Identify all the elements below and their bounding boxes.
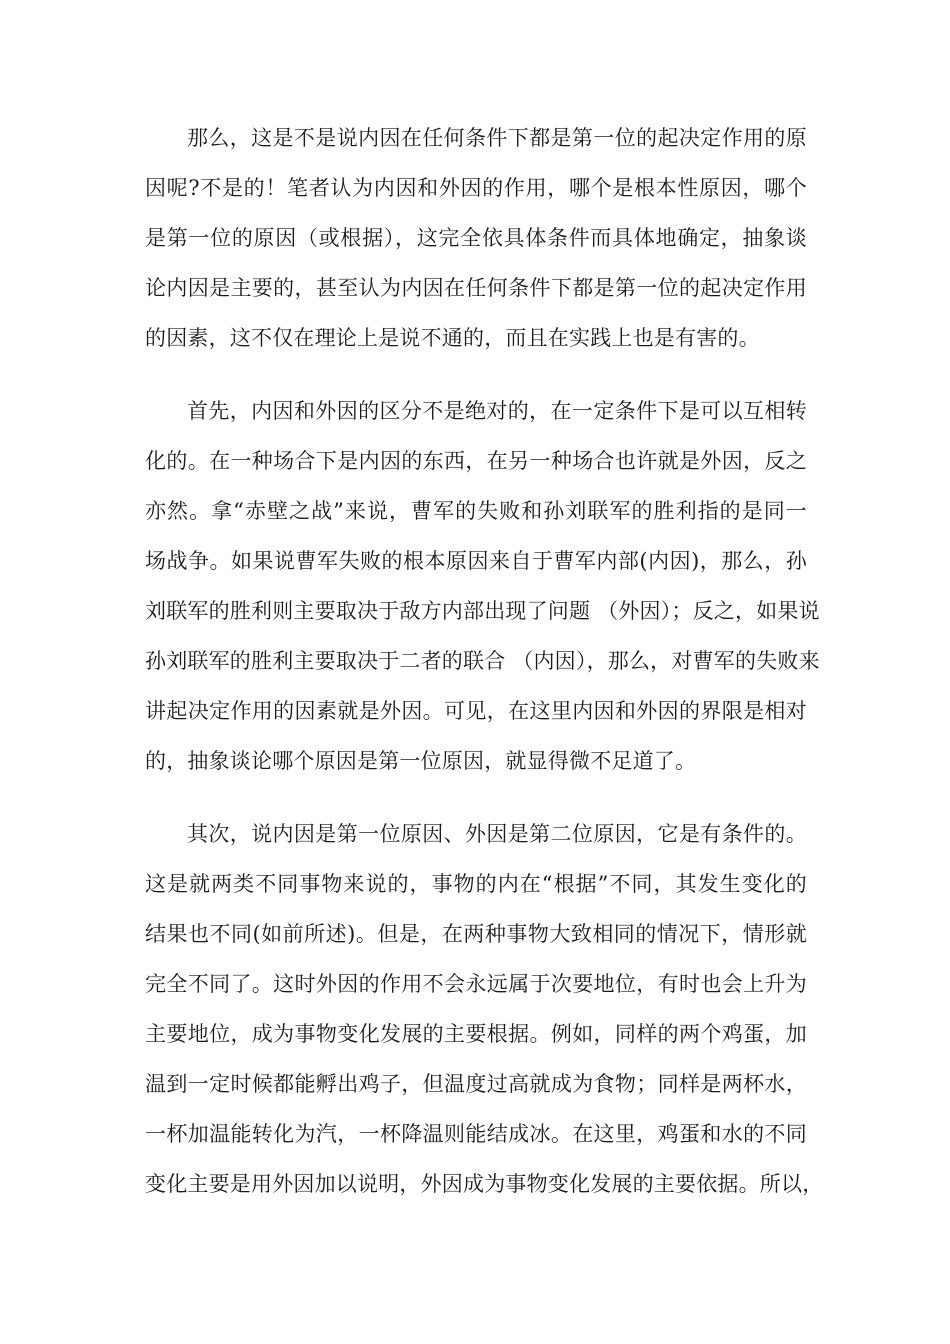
- paragraph-line: 变化主要是用外因加以说明，外因成为事物变化发展的主要依据。所以，: [145, 1172, 824, 1196]
- paragraph-spacer: [145, 363, 807, 386]
- paragraph-line: 论内因是主要的，甚至认为内因在任何条件下都是第一位的起决定作用: [145, 276, 807, 300]
- paragraph-line: 亦然。拿“赤壁之战”来说，曹军的失败和孙刘联军的胜利指的是同一: [145, 499, 807, 523]
- paragraph-3: [145, 809, 824, 1209]
- paragraph-line: 讲起决定作用的因素就是外因。可见，在这里内因和外因的界限是相对: [145, 699, 807, 723]
- paragraph-line: 结果也不同(如前所述)。但是，在两种事物大致相同的情况下，情形就: [145, 922, 807, 946]
- paragraph-line: 一杯加温能转化为汽，一杯降温则能结成冰。在这里，鸡蛋和水的不同: [145, 1122, 807, 1146]
- paragraph-line: 的因素，这不仅在理论上是说不通的，而且在实践上也是有害的。: [145, 326, 760, 350]
- paragraph-line: 这是就两类不同事物来说的，事物的内在“根据”不同，其发生变化的: [145, 872, 807, 896]
- paragraph-2: [145, 386, 820, 786]
- paragraph-line: 孙刘联军的胜利主要取决于二者的联合 （内因），那么，对曹军的失败来: [145, 649, 820, 673]
- paragraph-line: 场战争。如果说曹军失败的根本原因来自于曹军内部(内因)，那么，孙: [145, 549, 807, 573]
- paragraph-1: [145, 113, 807, 363]
- paragraph-line: 首先，内因和外因的区分不是绝对的，在一定条件下是可以互相转: [187, 399, 807, 423]
- paragraph-line: 完全不同了。这时外因的作用不会永远属于次要地位，有时也会上升为: [145, 972, 807, 996]
- paragraph-line: 是第一位的原因（或根据），这完全依具体条件而具体地确定，抽象谈: [145, 226, 807, 250]
- document-page: [145, 113, 824, 1209]
- paragraph-line: 因呢?不是的！笔者认为内因和外因的作用，哪个是根本性原因，哪个: [145, 176, 807, 200]
- paragraph-line: 化的。在一种场合下是内因的东西，在另一种场合也许就是外因，反之: [145, 449, 807, 473]
- paragraph-line: 主要地位，成为事物变化发展的主要根据。例如，同样的两个鸡蛋，加: [145, 1022, 807, 1046]
- paragraph-line: 其次，说内因是第一位原因、外因是第二位原因，它是有条件的。: [187, 822, 807, 846]
- paragraph-spacer: [145, 786, 807, 809]
- paragraph-line: 温到一定时候都能孵出鸡子，但温度过高就成为食物；同样是两杯水，: [145, 1072, 807, 1096]
- paragraph-line: 刘联军的胜利则主要取决于敌方内部出现了问题 （外因）；反之，如果说: [145, 599, 820, 623]
- paragraph-line: 那么，这是不是说内因在任何条件下都是第一位的起决定作用的原: [187, 126, 807, 150]
- paragraph-line: 的，抽象谈论哪个原因是第一位原因，就显得微不足道了。: [145, 749, 697, 773]
